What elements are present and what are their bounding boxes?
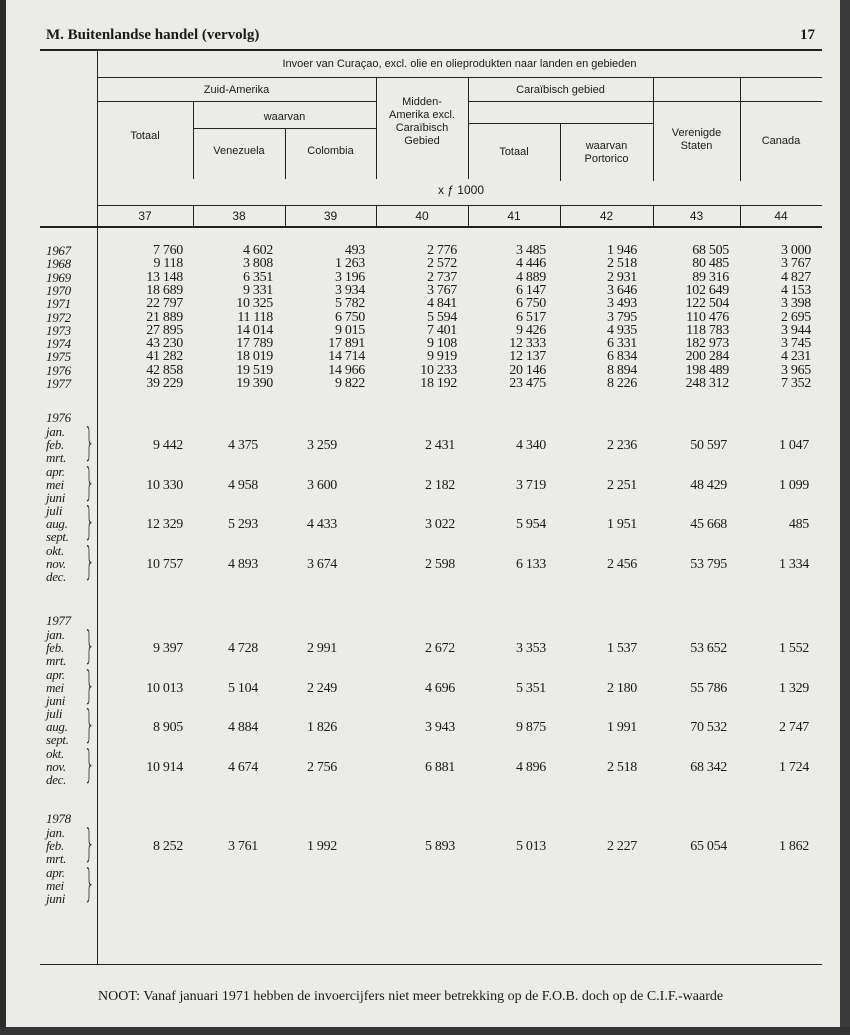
table-cell: 9 822	[334, 376, 365, 391]
table-cell: 7 401	[426, 322, 457, 338]
table-cell: 1 329	[778, 680, 809, 696]
table-cell: 41 282	[146, 349, 183, 365]
year-label: 1977	[46, 613, 71, 628]
table-cell: 1 099	[778, 477, 809, 493]
month-label: juli	[46, 503, 63, 518]
table-cell: 6 331	[606, 336, 637, 352]
table-cell: 19 390	[236, 376, 273, 391]
table-cell: 39 229	[146, 376, 183, 391]
table-cell: 53 652	[690, 641, 727, 656]
column-number: 40	[415, 209, 429, 223]
table-cell: 6 834	[606, 349, 637, 365]
month-label: okt.	[46, 745, 64, 761]
brace-icon: }	[84, 741, 95, 786]
table-cell: 8 226	[606, 376, 637, 391]
month-label: nov.	[46, 758, 66, 774]
year-label: 1977	[46, 376, 71, 391]
table-cell: 3 000	[780, 243, 811, 258]
table-cell: 43 230	[146, 336, 183, 352]
rule	[740, 78, 741, 181]
stub-rule	[97, 50, 98, 965]
table-cell: 118 783	[686, 322, 729, 338]
table-cell: 9 108	[426, 336, 457, 352]
table-cell: 45 668	[690, 517, 727, 532]
year-label: 1975	[46, 349, 71, 365]
brace-icon: }	[84, 702, 95, 746]
col-header-venezuela: Venezuela	[213, 145, 265, 157]
table-cell: 3 944	[780, 322, 811, 338]
table-cell: 7 352	[780, 376, 811, 391]
table-cell: 5 351	[515, 680, 546, 696]
table-cell: 89 316	[692, 269, 729, 285]
brace-icon: }	[84, 538, 95, 583]
table-cell: 12 329	[146, 517, 183, 532]
table-cell: 14 966	[328, 362, 365, 378]
table-cell: 2 776	[426, 243, 457, 258]
col-header-totaal-carib: Totaal	[499, 146, 529, 158]
brace-icon: }	[84, 623, 95, 667]
table-cell: 22 797	[146, 296, 183, 312]
table-cell: 20 146	[509, 362, 546, 378]
column-number: 41	[507, 209, 521, 223]
month-label: feb.	[46, 640, 64, 656]
table-cell: 9 015	[334, 322, 365, 338]
year-label: 1978	[46, 811, 71, 826]
table-cell: 3 646	[606, 282, 637, 298]
table-cell: 4 935	[606, 322, 637, 338]
table-cell: 2 991	[306, 641, 337, 656]
month-label: mrt.	[46, 851, 67, 867]
month-label: sept.	[46, 529, 69, 545]
year-label: 1971	[46, 296, 71, 312]
table-cell: 8 894	[606, 362, 637, 378]
table-cell: 200 284	[685, 349, 729, 365]
table-cell: 1 992	[306, 839, 337, 854]
column-number: 42	[599, 209, 614, 223]
month-label: jan.	[46, 424, 65, 439]
table-cell: 4 340	[515, 438, 546, 453]
rule	[376, 205, 377, 227]
table-cell: 9 426	[515, 322, 546, 338]
brace-icon: }	[84, 662, 95, 707]
table-cell: 3 674	[306, 556, 337, 572]
table-cell: 48 429	[690, 477, 727, 493]
column-number: 38	[232, 209, 246, 223]
brace-icon: }	[84, 499, 95, 543]
table-cell: 23 475	[509, 376, 546, 391]
table-cell: 110 476	[686, 309, 729, 325]
table-cell: 2 249	[306, 680, 337, 696]
table-cell: 4 889	[515, 269, 546, 285]
table-cell: 14 014	[236, 322, 273, 338]
table-cell: 2 227	[606, 839, 637, 854]
table-cell: 3 767	[426, 282, 457, 298]
table-cell: 4 728	[227, 641, 258, 656]
table-cell: 10 914	[146, 759, 183, 775]
page-number: 17	[800, 27, 815, 43]
table-cell: 3 761	[227, 839, 258, 854]
table-cell: 6 147	[515, 282, 546, 298]
table-cell: 198 489	[685, 362, 729, 378]
table-cell: 5 013	[515, 839, 546, 854]
month-label: feb.	[46, 838, 64, 854]
table-cell: 17 789	[236, 336, 273, 352]
scan-edge-left	[0, 0, 6, 1035]
table-cell: 3 353	[515, 641, 546, 656]
table-cell: 10 013	[146, 680, 183, 696]
footnote: NOOT: Vanaf januari 1971 hebben de invoercijfers niet meer betrekking op de F.O.B. doch op de C.I.F.-waarde	[98, 989, 724, 1004]
table-cell: 485	[788, 517, 809, 532]
month-label: mei	[46, 476, 64, 492]
table-cell: 1 951	[606, 517, 637, 532]
table-cell: 3 943	[424, 720, 455, 735]
table-cell: 2 518	[606, 256, 637, 272]
table-cell: 1 862	[778, 839, 809, 854]
table-cell: 4 674	[227, 759, 258, 775]
month-label: apr.	[46, 666, 65, 682]
table-cell: 4 841	[426, 296, 457, 312]
table-cell: 2 756	[306, 759, 337, 775]
month-label: juni	[46, 890, 66, 906]
table-cell: 19 519	[236, 362, 273, 378]
year-label: 1969	[46, 269, 71, 285]
table-cell: 53 795	[690, 556, 727, 572]
table-cell: 3 493	[606, 296, 637, 312]
brace-icon: }	[84, 860, 95, 905]
table-cell: 4 827	[780, 269, 811, 285]
year-label: 1976	[46, 362, 71, 378]
table-cell: 2 456	[606, 556, 637, 572]
table-cell: 2 598	[424, 556, 455, 572]
table-cell: 4 446	[515, 256, 546, 272]
col-header-colombia: Colombia	[307, 145, 354, 157]
column-number: 37	[138, 209, 152, 223]
table-cell: 21 889	[146, 309, 183, 325]
month-label: jan.	[46, 627, 65, 642]
col-header-midden-amerika: Midden- Amerika excl. Caraïbisch Gebied	[388, 96, 456, 147]
table-cell: 6 881	[424, 759, 455, 775]
rule	[97, 77, 822, 78]
column-number: 44	[774, 209, 788, 223]
table-cell: 3 259	[306, 438, 337, 453]
table-cell: 14 714	[328, 349, 365, 365]
table-cell: 1 826	[306, 720, 337, 735]
table-cell: 1 334	[778, 556, 809, 572]
table-cell: 9 442	[152, 438, 183, 453]
table-cell: 68 342	[690, 759, 727, 775]
table-cell: 10 233	[420, 362, 457, 378]
table-cell: 493	[344, 243, 365, 258]
table-cell: 80 485	[692, 256, 729, 272]
month-label: mrt.	[46, 653, 67, 669]
table-cell: 5 782	[334, 296, 365, 312]
year-label: 1967	[46, 243, 71, 258]
table-cell: 68 505	[692, 243, 729, 258]
table-cell: 3 934	[334, 282, 365, 298]
rule	[740, 205, 741, 227]
table-cell: 8 252	[152, 839, 183, 854]
rule	[193, 205, 194, 227]
table-cell: 5 104	[227, 680, 258, 696]
table-cell: 27 895	[146, 322, 183, 338]
month-label: dec.	[46, 771, 67, 787]
rule	[468, 205, 469, 227]
table-cell: 12 137	[509, 349, 546, 365]
table-cell: 65 054	[690, 839, 727, 854]
table-cell: 2 180	[606, 680, 637, 696]
table-cell: 3 808	[242, 256, 273, 272]
rule-bottom	[40, 964, 822, 965]
table-cell: 2 182	[424, 477, 455, 493]
brace-icon: }	[84, 420, 95, 464]
year-label: 1976	[46, 410, 71, 425]
table-cell: 2 747	[778, 720, 809, 735]
table-cell: 5 293	[227, 517, 258, 532]
table-cell: 1 724	[778, 759, 809, 775]
month-label: aug.	[46, 516, 68, 532]
brace-icon: }	[84, 459, 95, 504]
table-cell: 5 594	[426, 309, 457, 325]
table-cell: 18 192	[420, 376, 457, 391]
rule	[560, 205, 561, 227]
section-title: M. Buitenlandse handel (vervolg)	[46, 27, 260, 43]
table-cell: 1 552	[778, 641, 809, 656]
table-cell: 4 375	[227, 438, 258, 453]
table-cell: 4 153	[780, 282, 811, 298]
col-header-canada: Canada	[761, 135, 801, 147]
table-cell: 3 719	[515, 477, 546, 493]
month-label: mrt.	[46, 450, 67, 466]
month-label: juni	[46, 692, 66, 708]
rule	[468, 101, 822, 102]
table-cell: 2 695	[780, 309, 811, 325]
table-cell: 9 331	[242, 282, 273, 298]
table-cell: 4 884	[227, 720, 258, 735]
table-cell: 4 231	[780, 349, 811, 365]
table-cell: 4 433	[306, 517, 337, 532]
year-label: 1970	[46, 282, 71, 298]
brace-icon: }	[84, 821, 95, 865]
table-cell: 2 236	[606, 438, 637, 453]
table-cell: 122 504	[685, 296, 729, 312]
year-label: 1968	[46, 256, 71, 272]
year-label: 1972	[46, 309, 71, 325]
rule	[97, 101, 376, 102]
table-cell: 9 875	[515, 720, 546, 735]
table-cell: 42 858	[146, 362, 183, 378]
month-label: apr.	[46, 463, 65, 479]
table-cell: 2 737	[426, 269, 457, 285]
table-cell: 3 745	[780, 336, 811, 352]
table-cell: 6 750	[334, 309, 365, 325]
unit-label: x ƒ 1000	[437, 183, 485, 197]
table-cell: 3 795	[606, 309, 637, 325]
table-cell: 4 602	[242, 243, 273, 258]
table-cell: 3 398	[780, 296, 811, 312]
table-cell: 182 973	[685, 336, 729, 352]
group-zuid-amerika: Zuid-Amerika	[203, 84, 270, 96]
table-cell: 4 958	[227, 477, 258, 493]
month-label: dec.	[46, 568, 67, 584]
table-cell: 10 330	[146, 477, 183, 493]
rule	[653, 205, 654, 227]
table-cell: 10 757	[146, 556, 183, 572]
scan-edge-bottom	[0, 1027, 850, 1035]
table-cell: 70 532	[690, 720, 727, 735]
month-label: juni	[46, 489, 66, 505]
table-cell: 9 919	[426, 349, 457, 365]
month-label: feb.	[46, 437, 64, 453]
table-cell: 55 786	[690, 680, 727, 696]
table-cell: 1 991	[606, 720, 637, 735]
scan-edge-right	[840, 0, 850, 1035]
month-label: apr.	[46, 864, 65, 880]
month-label: mei	[46, 679, 64, 695]
table-cell: 1 263	[334, 256, 365, 272]
table-cell: 6 750	[515, 296, 546, 312]
table-cell: 9 118	[153, 256, 183, 272]
month-label: juli	[46, 706, 63, 721]
table-cell: 13 148	[146, 269, 183, 285]
table-cell: 5 893	[424, 839, 455, 854]
table-cell: 2 931	[606, 269, 637, 285]
rule	[285, 205, 286, 227]
rule	[468, 123, 654, 124]
table-cell: 4 893	[227, 556, 258, 572]
table-cell: 2 518	[606, 759, 637, 775]
rule	[97, 205, 822, 206]
table-cell: 4 696	[424, 680, 455, 696]
month-label: nov.	[46, 555, 66, 571]
year-label: 1974	[46, 336, 71, 352]
table-cell: 1 047	[778, 438, 809, 453]
table-cell: 6 133	[515, 556, 546, 572]
table-cell: 4 896	[515, 759, 546, 775]
month-label: mei	[46, 877, 64, 893]
table-cell: 7 760	[152, 243, 183, 258]
table-cell: 1 946	[606, 243, 637, 258]
col-header-verenigde-staten: Verenigde Staten	[671, 127, 722, 152]
rule-top	[40, 49, 822, 51]
month-label: sept.	[46, 732, 69, 748]
table-cell: 3 965	[780, 362, 811, 378]
table-cell: 11 118	[237, 309, 273, 325]
table-cell: 6 351	[242, 269, 273, 285]
table-cell: 8 905	[152, 720, 183, 735]
col-header-totaal-za: Totaal	[130, 130, 160, 142]
table-cell: 3 485	[515, 243, 546, 258]
month-label: jan.	[46, 825, 65, 840]
table-cell: 3 600	[306, 477, 337, 493]
rule	[40, 226, 822, 228]
table-cell: 2 572	[426, 256, 457, 272]
month-label: aug.	[46, 719, 68, 735]
table-cell: 5 954	[515, 517, 546, 532]
table-cell: 3 767	[780, 256, 811, 272]
table-cell: 2 431	[424, 438, 455, 453]
table-cell: 1 537	[606, 641, 637, 656]
table-cell: 102 649	[685, 282, 729, 298]
table-title: Invoer van Curaçao, excl. olie en olieprodukten naar landen en gebieden	[282, 58, 637, 70]
column-number: 39	[323, 209, 338, 223]
table-cell: 3 022	[424, 517, 455, 532]
year-label: 1973	[46, 322, 71, 338]
table-cell: 2 672	[424, 641, 455, 656]
table-cell: 6 517	[515, 309, 546, 325]
col-header-portorico: waarvan Portorico	[584, 140, 629, 165]
table-cell: 18 689	[146, 282, 183, 298]
group-waarvan: waarvan	[263, 111, 306, 123]
table-cell: 18 019	[236, 349, 273, 365]
table-cell: 17 891	[328, 336, 365, 352]
table-cell: 10 325	[236, 296, 273, 312]
table-cell: 3 196	[334, 269, 365, 285]
column-number: 43	[689, 209, 704, 223]
table-cell: 12 333	[509, 336, 546, 352]
table-cell: 2 251	[606, 477, 637, 493]
table-cell: 9 397	[152, 641, 183, 656]
table-cell: 50 597	[690, 438, 727, 453]
group-caraibisch: Caraïbisch gebied	[516, 84, 605, 96]
month-label: okt.	[46, 542, 64, 558]
table-cell: 248 312	[685, 376, 729, 391]
